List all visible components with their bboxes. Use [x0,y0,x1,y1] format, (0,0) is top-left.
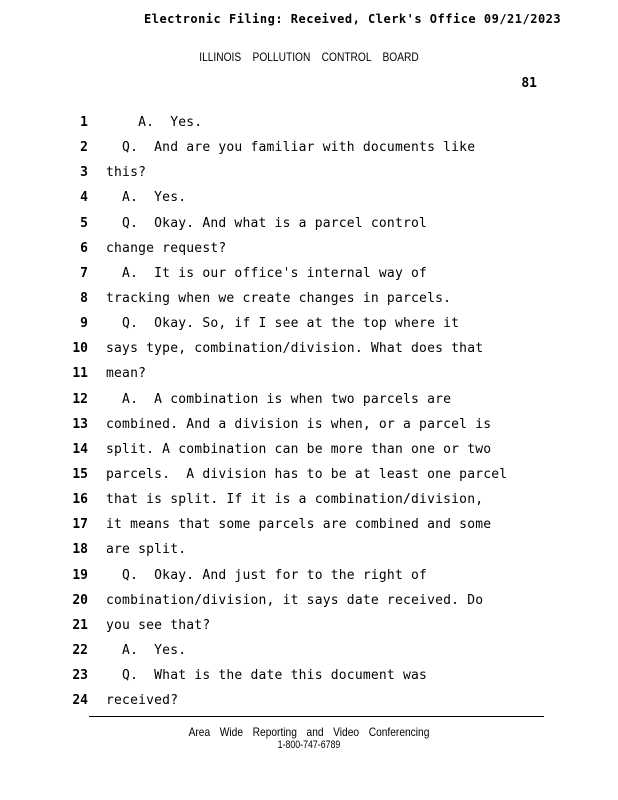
transcript-line [0,613,618,638]
transcript-line [0,688,618,713]
line-number: 17 [72,517,88,533]
line-number: 19 [72,567,88,583]
line-number: 8 [80,290,88,306]
transcript-line [0,487,618,512]
transcript-line [0,512,618,537]
line-text: Q. What is the date this document was [106,668,428,684]
line-text: A. Yes. [106,642,187,658]
line-text: received? [106,693,179,709]
transcript-line [0,211,618,236]
line-text: A. Yes. [106,115,203,130]
line-text: it means that some parcels are combined and some [106,517,492,533]
line-text: mean? [106,366,147,382]
line-text: combined. And a division is when, or a parcel is [106,416,492,432]
line-text: Q. And are you familiar with documents like [106,140,476,156]
transcript-line [0,336,618,361]
line-number: 7 [80,265,88,281]
transcript-line [0,462,618,487]
line-number: 6 [80,240,88,256]
line-number: 3 [80,165,88,181]
line-number: 22 [72,642,88,658]
footer-phone: 1-800-747-6789 [277,739,341,751]
electronic-filing-stamp: Electronic Filing: Received, Clerk's Office 09/21/2023 [144,12,562,26]
page-number: 81 [521,76,537,91]
line-text: tracking when we create changes in parcels. [106,290,452,306]
line-text: says type, combination/division. What does that [106,341,484,357]
line-number: 18 [72,542,88,558]
line-text: this? [106,165,147,181]
line-number: 2 [80,140,88,156]
transcript-line [0,160,618,185]
transcript-line [0,236,618,261]
transcript-line [0,110,618,135]
transcript-line [0,185,618,210]
line-text: A. A combination is when two parcels are [106,391,452,407]
line-number: 9 [80,316,88,332]
transcript-line [0,563,618,588]
line-number: 21 [72,617,88,633]
transcript-line [0,387,618,412]
transcript-line [0,261,618,286]
transcript-line [0,588,618,613]
line-number: 5 [80,215,88,231]
line-number: 4 [80,190,88,206]
transcript-line [0,663,618,688]
line-number: 11 [72,366,88,382]
line-text: parcels. A division has to be at least one parcel [106,466,508,482]
transcript-line [0,437,618,462]
transcript-line [0,537,618,562]
footer-company: Area Wide Reporting and Video Conferencing [188,725,430,739]
line-number: 15 [72,466,88,482]
line-number: 12 [72,391,88,407]
line-number: 1 [80,115,88,130]
line-text: you see that? [106,617,211,633]
line-text: are split. [106,542,187,558]
line-number: 23 [72,668,88,684]
transcript-line [0,361,618,386]
line-text: A. Yes. [106,190,187,206]
line-text: Q. Okay. So, if I see at the top where it [106,316,460,332]
line-number: 24 [72,693,88,709]
transcript-line [0,638,618,663]
transcript-line [0,135,618,160]
line-number: 16 [72,492,88,508]
transcript-body [0,110,618,713]
line-text: combination/division, it says date received. Do [106,592,484,608]
transcript-line [0,286,618,311]
line-text: A. It is our office's internal way of [106,265,428,281]
transcript-line [0,412,618,437]
line-number: 20 [72,592,88,608]
line-text: split. A combination can be more than one or two [106,441,492,457]
transcript-line [0,311,618,336]
line-text: Q. Okay. And what is a parcel control [106,215,428,231]
line-number: 10 [72,341,88,357]
board-title: ILLINOIS POLLUTION CONTROL BOARD [199,50,419,64]
line-number: 14 [72,441,88,457]
footer-divider [89,716,544,717]
line-text: change request? [106,240,227,256]
line-text: that is split. If it is a combination/division, [106,492,484,508]
line-number: 13 [72,416,88,432]
line-text: Q. Okay. And just for to the right of [106,567,428,583]
